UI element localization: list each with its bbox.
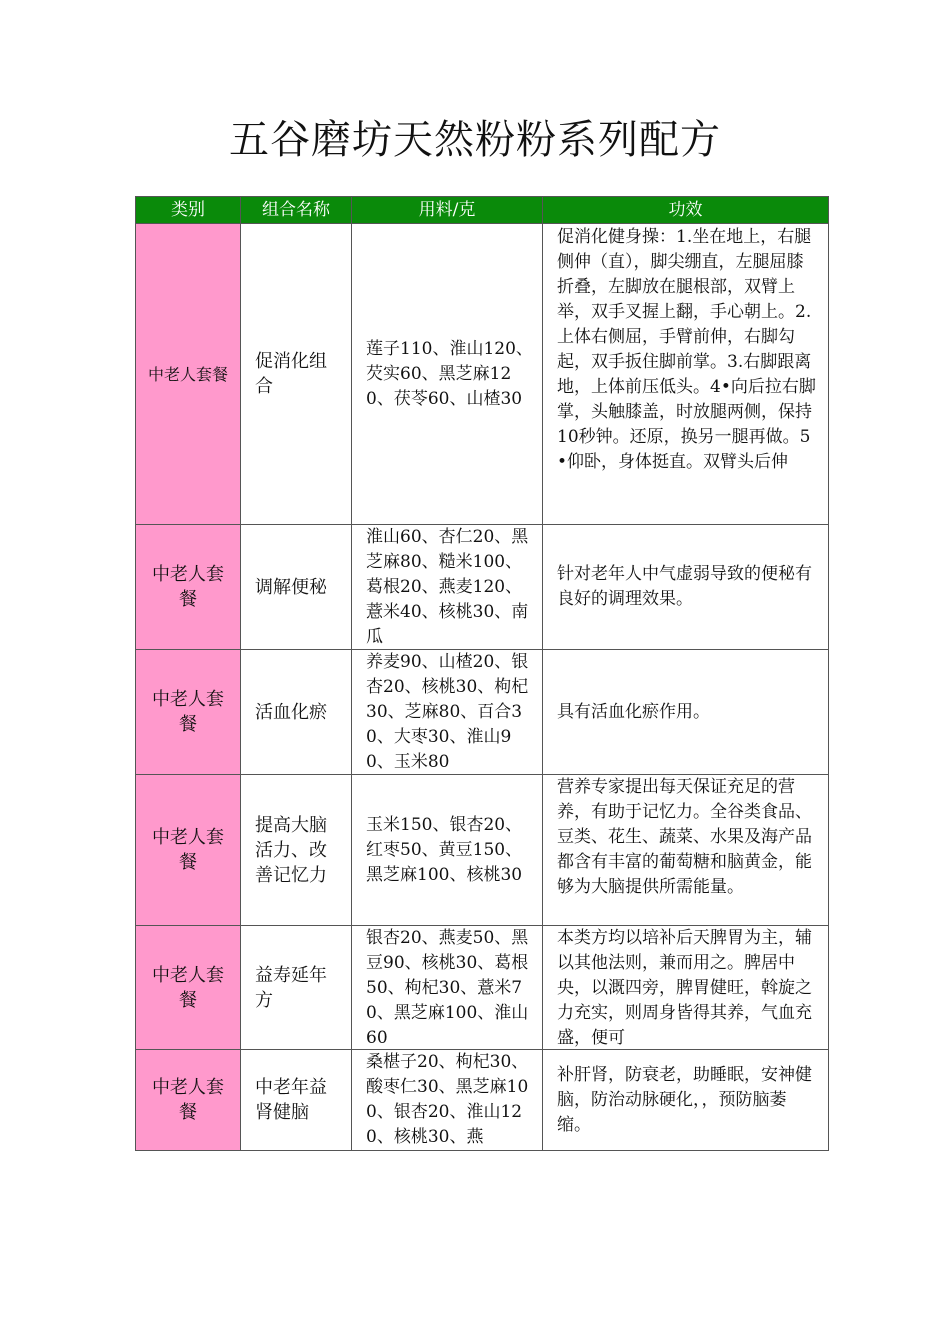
effect-cell xyxy=(543,775,829,926)
recipe-table xyxy=(135,196,829,1151)
effect-cell: 补肝肾，防衰老，助睡眠，安神健脑，防治动脉硬化，，预防脑萎缩。 xyxy=(543,1050,829,1151)
effect-cell xyxy=(543,926,829,1050)
header-combo-name: 组合名称 xyxy=(241,197,352,224)
ingredients-cell xyxy=(352,525,543,650)
ingredients-cell xyxy=(352,1050,543,1151)
effect-text: 营养专家提出每天保证充足的营养，有助于记忆力。全谷类食品、豆类、花生、蔬菜、水果及海产品都含有丰富的葡萄糖和脑黄金，能够为大脑提供所需能量。 xyxy=(557,777,812,897)
ingredients-text: 桑椹子20、枸杞30、酸枣仁30、黑芝麻100、银杏20、淮山120、核桃30、燕 xyxy=(366,1052,529,1147)
combo-name-cell: 提高大脑活力、改善记忆力 xyxy=(241,775,352,926)
category-cell: 中老人套餐 xyxy=(136,775,241,926)
effect-cell: 具有活血化瘀作用。 xyxy=(543,650,829,775)
page-title: 五谷磨坊天然粉粉系列配方 xyxy=(229,117,721,163)
category-cell: 中老人套餐 xyxy=(136,650,241,775)
combo-name-cell: 益寿延年方 xyxy=(241,926,352,1050)
header-category: 类别 xyxy=(136,197,241,224)
ingredients-cell xyxy=(352,926,543,1050)
table-header-row xyxy=(136,197,829,224)
table-row xyxy=(136,650,829,775)
ingredients-text: 养麦90、山楂20、银杏20、核桃30、枸杞30、芝麻80、百合30、大枣30、淮山90、玉米80 xyxy=(366,652,529,772)
table-row xyxy=(136,775,829,926)
header-ingredients: 用料/克 xyxy=(352,197,543,224)
effect-text: 促消化健身操：1.坐在地上，右腿侧伸（直），脚尖绷直，左腿屈膝折叠，左脚放在腿根部，双臂上举，双手叉握上翻，手心朝上。2.上体右侧屈，手臂前伸，右脚勾起，双手扳住脚前掌。3.右脚跟离地，上体前压低头。4•向后拉右脚掌，头触膝盖，时放腿两侧，保持10秒钟。还原，换另一腿再做。5•仰卧，身体挺直。双臂头后伸 xyxy=(557,227,816,472)
category-cell: 中老人套餐 xyxy=(136,926,241,1050)
effect-text: 本类方均以培补后天脾胃为主，辅以其他法则，兼而用之。脾居中央，以溉四旁，脾胃健旺，斡旋之力充实，则周身皆得其养，气血充盛，便可 xyxy=(557,928,812,1048)
combo-name-cell: 活血化瘀 xyxy=(241,650,352,775)
table-row xyxy=(136,525,829,650)
table-row xyxy=(136,1050,829,1151)
combo-name-cell: 调解便秘 xyxy=(241,525,352,650)
ingredients-cell xyxy=(352,650,543,775)
combo-name-cell: 中老年益肾健脑 xyxy=(241,1050,352,1151)
ingredients-cell: 玉米150、银杏20、红枣50、黄豆150、黑芝麻100、核桃30 xyxy=(352,775,543,926)
table-row xyxy=(136,926,829,1050)
category-cell: 中老人套餐 xyxy=(136,224,241,525)
header-effect: 功效 xyxy=(543,197,829,224)
effect-cell xyxy=(543,224,829,525)
combo-name-cell: 促消化组合 xyxy=(241,224,352,525)
category-cell: 中老人套餐 xyxy=(136,1050,241,1151)
category-cell: 中老人套餐 xyxy=(136,525,241,650)
table-row xyxy=(136,224,829,525)
ingredients-text: 银杏20、燕麦50、黑豆90、核桃30、葛根50、枸杞30、薏米70、黑芝麻100、淮山60 xyxy=(366,928,529,1048)
ingredients-text: 淮山60、杏仁20、黑芝麻80、糙米100、葛根20、燕麦120、薏米40、核桃30、南瓜 xyxy=(366,527,529,647)
effect-cell: 针对老年人中气虚弱导致的便秘有良好的调理效果。 xyxy=(543,525,829,650)
ingredients-cell: 莲子110、淮山120、芡实60、黑芝麻120、茯苓60、山楂30 xyxy=(352,224,543,525)
